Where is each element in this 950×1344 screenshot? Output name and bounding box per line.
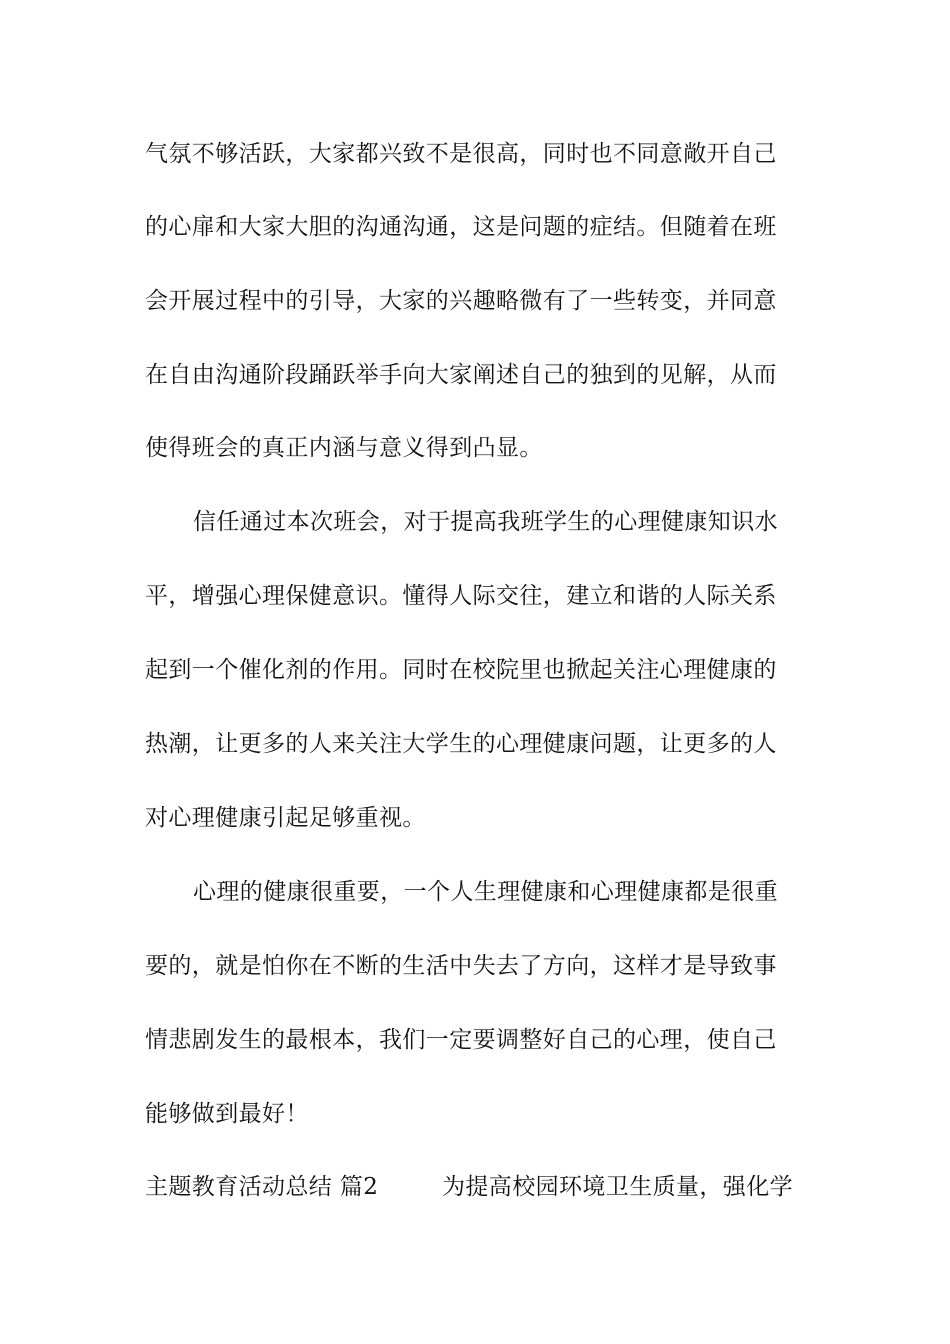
paragraph-1-line-5: 使得班会的真正内涵与意义得到凸显。 — [145, 435, 543, 461]
paragraph-1-line-1: 气氛不够活跃，大家都兴致不是很高，同时也不同意敞开自己 — [145, 141, 777, 167]
paragraph-3-line-3: 情悲剧发生的最根本，我们一定要调整好自己的心理，使自己 — [145, 1027, 777, 1053]
section-heading-line — [145, 1172, 810, 1202]
paragraph-2-line-3: 起到一个催化剂的作用。同时在校院里也掀起关注心理健康的 — [145, 657, 777, 683]
section-continuation: 为提高校园环境卫生质量，强化学 — [442, 1174, 793, 1200]
paragraph-2-line-2: 平，增强心理保健意识。懂得人际交往，建立和谐的人际关系 — [145, 583, 777, 609]
section-title: 主题教育活动总结 篇2 — [145, 1174, 379, 1200]
paragraph-1-line-2: 的心扉和大家大胆的沟通沟通，这是问题的症结。但随着在班 — [145, 214, 777, 240]
paragraph-3-line-2: 要的，就是怕你在不断的生活中失去了方向，这样才是导致事 — [145, 953, 777, 979]
paragraph-1-line-4: 在自由沟通阶段踊跃举手向大家阐述自己的独到的见解，从而 — [145, 362, 777, 388]
paragraph-2-line-1: 信任通过本次班会，对于提高我班学生的心理健康知识水 — [193, 509, 778, 535]
paragraph-1-line-3: 会开展过程中的引导，大家的兴趣略微有了一些转变，并同意 — [145, 288, 777, 314]
paragraph-2-line-5: 对心理健康引起足够重视。 — [145, 805, 426, 831]
paragraph-3-line-4: 能够做到最好！ — [145, 1101, 309, 1127]
paragraph-2-line-4: 热潮，让更多的人来关注大学生的心理健康问题，让更多的人 — [145, 731, 777, 757]
paragraph-3-line-1: 心理的健康很重要，一个人生理健康和心理健康都是很重 — [193, 879, 778, 905]
